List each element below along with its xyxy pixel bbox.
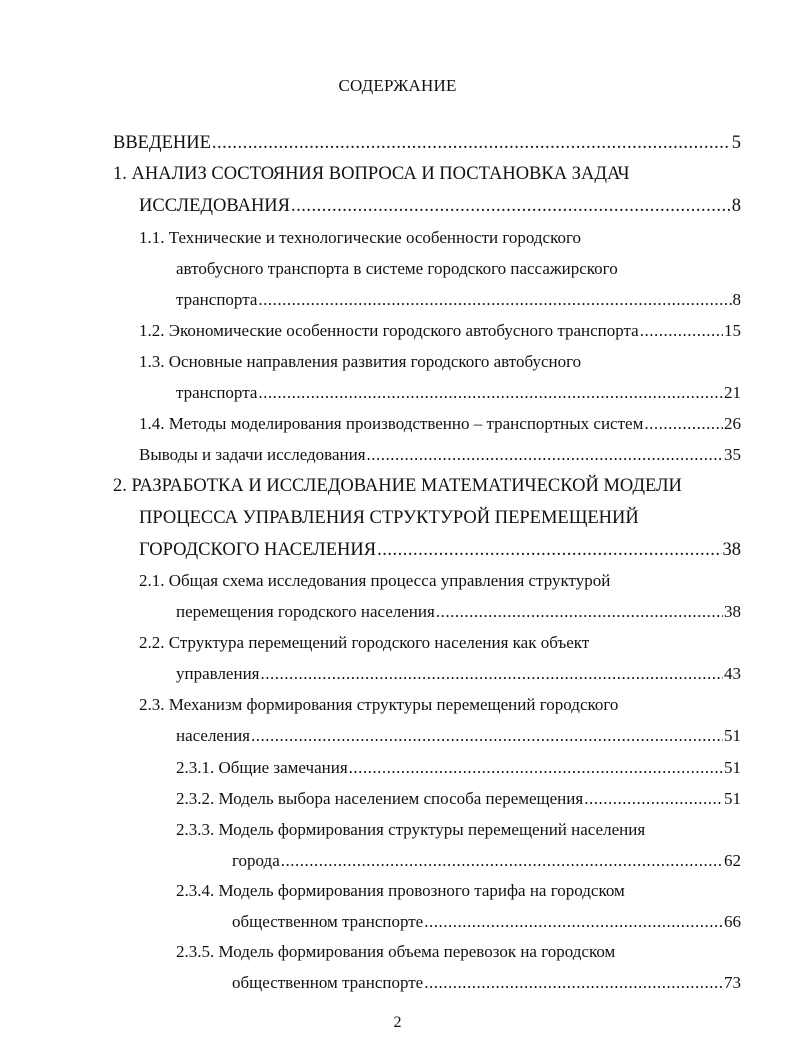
leader-dots — [424, 971, 723, 995]
toc-entry-page: 5 — [731, 133, 741, 153]
toc-entry-page: 43 — [724, 664, 741, 683]
leader-dots — [258, 288, 731, 312]
toc-entry-2-1[interactable]: 2.1. Общая схема исследования процесса управления структурой — [139, 571, 611, 590]
page-number: 2 — [393, 1014, 402, 1031]
toc-entry-text: 2.3.1. Общие замечания — [176, 758, 348, 777]
toc-entry-text: ГОРОДСКОГО НАСЕЛЕНИЯ — [139, 540, 377, 560]
leader-dots — [291, 194, 731, 218]
toc-entry-1-1-end[interactable] — [176, 288, 741, 312]
toc-entry-text: города — [232, 851, 280, 870]
toc-title: СОДЕРЖАНИЕ — [338, 76, 457, 95]
toc-entry-page: 21 — [724, 383, 741, 402]
leader-dots — [251, 724, 723, 748]
toc-entry-text: перемещения городского населения — [176, 602, 435, 621]
leader-dots — [644, 412, 723, 436]
toc-entry-2-2-end[interactable] — [176, 662, 741, 686]
toc-entry-1-1[interactable]: 1.1. Технические и технологические особенности городского — [139, 228, 582, 247]
toc-entry-2-3-5[interactable]: 2.3.5. Модель формирования объема перевозок на городском — [176, 942, 616, 961]
toc-entry-chapter-1[interactable]: 1. АНАЛИЗ СОСТОЯНИЯ ВОПРОСА И ПОСТАНОВКА ЗАДАЧ — [113, 164, 630, 184]
leader-dots — [377, 538, 721, 562]
toc-entry-page: 35 — [724, 445, 741, 464]
toc-entry-text: транспорта — [176, 383, 258, 402]
toc-entry-2-3-5-end[interactable] — [232, 971, 741, 995]
toc-entry-2-3-1[interactable] — [176, 756, 741, 780]
toc-entry-page: 8 — [732, 290, 741, 309]
toc-entry-text: Выводы и задачи исследования — [139, 445, 366, 464]
toc-entry-text: ВВЕДЕНИЕ — [113, 133, 211, 153]
toc-entry-page: 51 — [724, 726, 741, 745]
toc-entry-page: 15 — [724, 321, 741, 340]
leader-dots — [640, 319, 723, 343]
leader-dots — [349, 756, 723, 780]
toc-entry-2-3-3-end[interactable] — [232, 849, 741, 873]
leader-dots — [258, 381, 723, 405]
toc-entry-page: 8 — [731, 196, 741, 216]
toc-entry-2-3-2[interactable] — [176, 787, 741, 811]
toc-entry-2-3-3[interactable]: 2.3.3. Модель формирования структуры перемещений населения — [176, 820, 646, 839]
toc-entry-page: 73 — [724, 973, 741, 992]
toc-entry-chapter-2[interactable]: 2. РАЗРАБОТКА И ИССЛЕДОВАНИЕ МАТЕМАТИЧЕСКОЙ МОДЕЛИ — [113, 476, 682, 496]
leader-dots — [436, 600, 723, 624]
toc-entry-2-3[interactable]: 2.3. Механизм формирования структуры перемещений городского — [139, 695, 619, 714]
toc-entry-2-2[interactable]: 2.2. Структура перемещений городского населения как объект — [139, 633, 590, 652]
toc-entry-page: 62 — [724, 851, 741, 870]
toc-entry-text: населения — [176, 726, 250, 745]
toc-entry-introduction[interactable] — [113, 131, 741, 155]
toc-entry-1-4[interactable] — [139, 412, 741, 436]
toc-entry-page: 38 — [724, 602, 741, 621]
toc-entry-chapter-2-end[interactable] — [139, 538, 741, 562]
toc-entry-page: 38 — [722, 540, 741, 560]
leader-dots — [367, 443, 723, 467]
toc-entry-chapter-2-cont[interactable]: ПРОЦЕССА УПРАВЛЕНИЯ СТРУКТУРОЙ ПЕРЕМЕЩЕНИЙ — [139, 508, 639, 528]
toc-entry-page: 66 — [724, 912, 741, 931]
toc-entry-text: транспорта — [176, 290, 258, 309]
toc-entry-2-3-end[interactable] — [176, 724, 741, 748]
toc-entry-text: ИССЛЕДОВАНИЯ — [139, 196, 290, 216]
toc-entry-conclusions-1[interactable] — [139, 443, 741, 467]
toc-entry-chapter-1-cont[interactable] — [139, 194, 741, 218]
toc-entry-2-1-end[interactable] — [176, 600, 741, 624]
toc-entry-2-3-4[interactable]: 2.3.4. Модель формирования провозного тарифа на городском — [176, 881, 625, 900]
toc-entry-page: 51 — [724, 758, 741, 777]
toc-entry-2-3-4-end[interactable] — [232, 910, 741, 934]
leader-dots — [281, 849, 723, 873]
leader-dots — [584, 787, 723, 811]
toc-entry-text: 2.3.2. Модель выбора населением способа перемещения — [176, 789, 584, 808]
toc-entry-1-3-end[interactable] — [176, 381, 741, 405]
leader-dots — [424, 910, 723, 934]
toc-entry-text: общественном транспорте — [232, 973, 424, 992]
toc-entry-1-2[interactable] — [139, 319, 741, 343]
toc-entry-text: 1.2. Экономические особенности городского автобусного транспорта — [139, 321, 639, 340]
toc-entry-page: 51 — [724, 789, 741, 808]
toc-entry-1-3[interactable]: 1.3. Основные направления развития городского автобусного — [139, 352, 582, 371]
toc-entry-text: управления — [176, 664, 260, 683]
toc-entry-text: 1.4. Методы моделирования производственно – транспортных систем — [139, 414, 644, 433]
toc-entry-text: общественном транспорте — [232, 912, 424, 931]
toc-entry-page: 26 — [724, 414, 741, 433]
leader-dots — [261, 662, 724, 686]
leader-dots — [212, 131, 731, 155]
toc-entry-1-1-cont[interactable]: автобусного транспорта в системе городского пассажирского — [176, 259, 618, 278]
